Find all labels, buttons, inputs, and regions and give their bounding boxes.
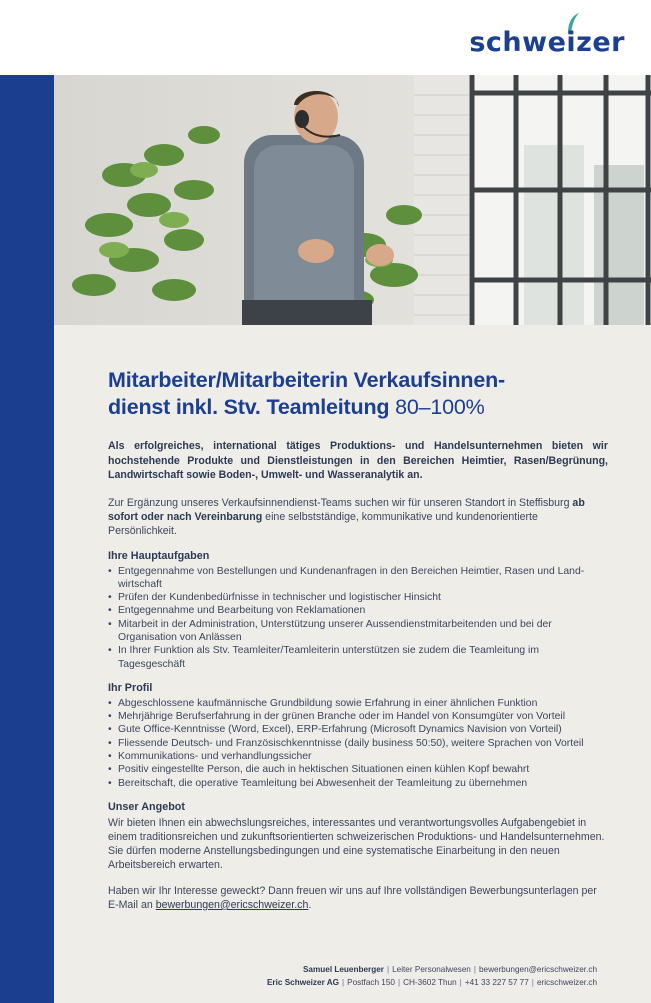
profile-heading: Ihr Profil	[108, 681, 153, 694]
job-title-line2: dienst inkl. Stv. Teamleitung	[108, 395, 396, 419]
website-link[interactable]: ericschweizer.ch	[536, 978, 597, 987]
job-percent: 80–100%	[395, 395, 485, 419]
offer-heading: Unser Angebot	[108, 800, 185, 813]
list-item: • Mitarbeit in der Administration, Unterstützung unserer Aussendienstmitarbeitenden und bei der Organisation von Anlässen	[118, 618, 608, 645]
list-item: • Gute Office-Kenntnisse (Word, Excel), ERP-Erfahrung (Microsoft Dynamics Navision von Vorteil)	[118, 723, 608, 736]
contact-role: Leiter Personalwesen	[392, 965, 471, 974]
list-item: • Abgeschlossene kaufmännische Grundbildung sowie Erfahrung in einer ähnlichen Funktion	[118, 697, 608, 710]
closing-text-pre: Haben wir Ihr Interesse geweckt? Dann freuen wir uns auf Ihre vollständigen Bewerbungsunterlagen per E-Mail an	[108, 884, 597, 911]
list-item: • Mehrjährige Berufserfahrung in der grünen Branche oder im Handel von Konsumgüter von Vorteil	[118, 710, 608, 723]
company-intro: Als erfolgreiches, international tätiges Produktions- und Handelsunternehmen bieten wir hochstehende Produkte und Dienstleistungen in den Bereichen Heimtier, Rasen/Begrünung, Landwirtschaft sowie Boden-, Umwelt- und Wasseranalytik an.	[108, 440, 608, 481]
offer-text: Wir bieten Ihnen ein abwechslungsreiches, interessantes und verantwortungsvolles Aufgabengebiet in einem traditionsreichen und zukunftsorientierten schweizerischen Produktions- und Handelsunternehmen. Sie dürfen moderne Anstellungsbedingungen und eine systematische Einarbeitung in den neuen Arbeitsbereich erwarten.	[108, 816, 605, 871]
position-description	[108, 496, 608, 538]
position-text-pre: Zur Ergänzung unseres Verkaufsinnendienst-Teams suchen wir für unseren Standort in Steffisburg	[108, 496, 573, 509]
closing-text-post: .	[308, 898, 312, 911]
position-text-post: eine selbstständige, kommunikative und kundenorientierte Persönlichkeit.	[108, 510, 538, 537]
postfach: Postfach 150	[347, 978, 395, 987]
header	[0, 0, 651, 75]
contact-footer	[267, 963, 597, 989]
schweizer-logo[interactable]	[465, 12, 625, 62]
list-item: • Entgegennahme von Bestellungen und Kundenanfragen in den Bereichen Heimtier, Rasen und Landwirtschaft	[118, 565, 608, 592]
list-item: • Kommunikations- und verhandlungssicher	[118, 750, 608, 763]
list-item: • Positiv eingestellte Person, die auch in hektischen Situationen einen kühlen Kopf bewahrt	[118, 763, 608, 776]
logo-text: schweizer	[469, 27, 625, 58]
list-item: • Fliessende Deutsch- und Französischkenntnisse (daily business 50:50), weitere Sprachen von Vorteil	[118, 737, 608, 750]
list-item: • Entgegennahme und Bearbeitung von Reklamationen	[118, 604, 608, 617]
list-item: • Bereitschaft, die operative Teamleitung bei Abwesenheit der Teamleitung zu übernehmen	[118, 777, 608, 790]
application-email-link[interactable]: bewerbungen@ericschweizer.ch	[155, 898, 309, 911]
blue-side-bar	[0, 75, 54, 1003]
contact-name: Samuel Leuenberger	[302, 965, 384, 974]
list-item: • In Ihrer Funktion als Stv. Teamleiter/Teamleiterin unterstützen sie zudem die Teamleitung im Tagesgeschäft	[118, 644, 608, 671]
job-title-line1: Mitarbeiter/Mitarbeiterin Verkaufsinnen-	[108, 368, 506, 392]
address: CH-3602 Thun	[403, 978, 457, 987]
footer-line-1: Samuel Leuenberger | Leiter Personalwesen | bewerbungen@ericschweizer.ch	[302, 965, 597, 974]
man-with-headset-photo	[54, 75, 651, 325]
job-title	[108, 367, 608, 421]
list-item: • Prüfen der Kundenbedürfnisse in technischer und logistischer Hinsicht	[118, 591, 608, 604]
phone[interactable]: +41 33 227 57 77	[464, 978, 529, 987]
tasks-heading: Ihre Hauptaufgaben	[108, 549, 210, 562]
contact-email[interactable]: bewerbungen@ericschweizer.ch	[479, 965, 597, 974]
closing-text	[108, 884, 608, 912]
tasks-list	[108, 565, 608, 671]
start-date-text: ab sofort oder nach Vereinbarung	[108, 496, 585, 523]
profile-list	[108, 697, 608, 790]
job-ad-content	[54, 325, 651, 1003]
footer-line-2: Eric Schweizer AG | Postfach 150 | CH-3602 Thun | +41 33 227 57 77 | ericschweizer.ch	[266, 978, 597, 987]
company-name: Eric Schweizer AG	[266, 978, 340, 987]
